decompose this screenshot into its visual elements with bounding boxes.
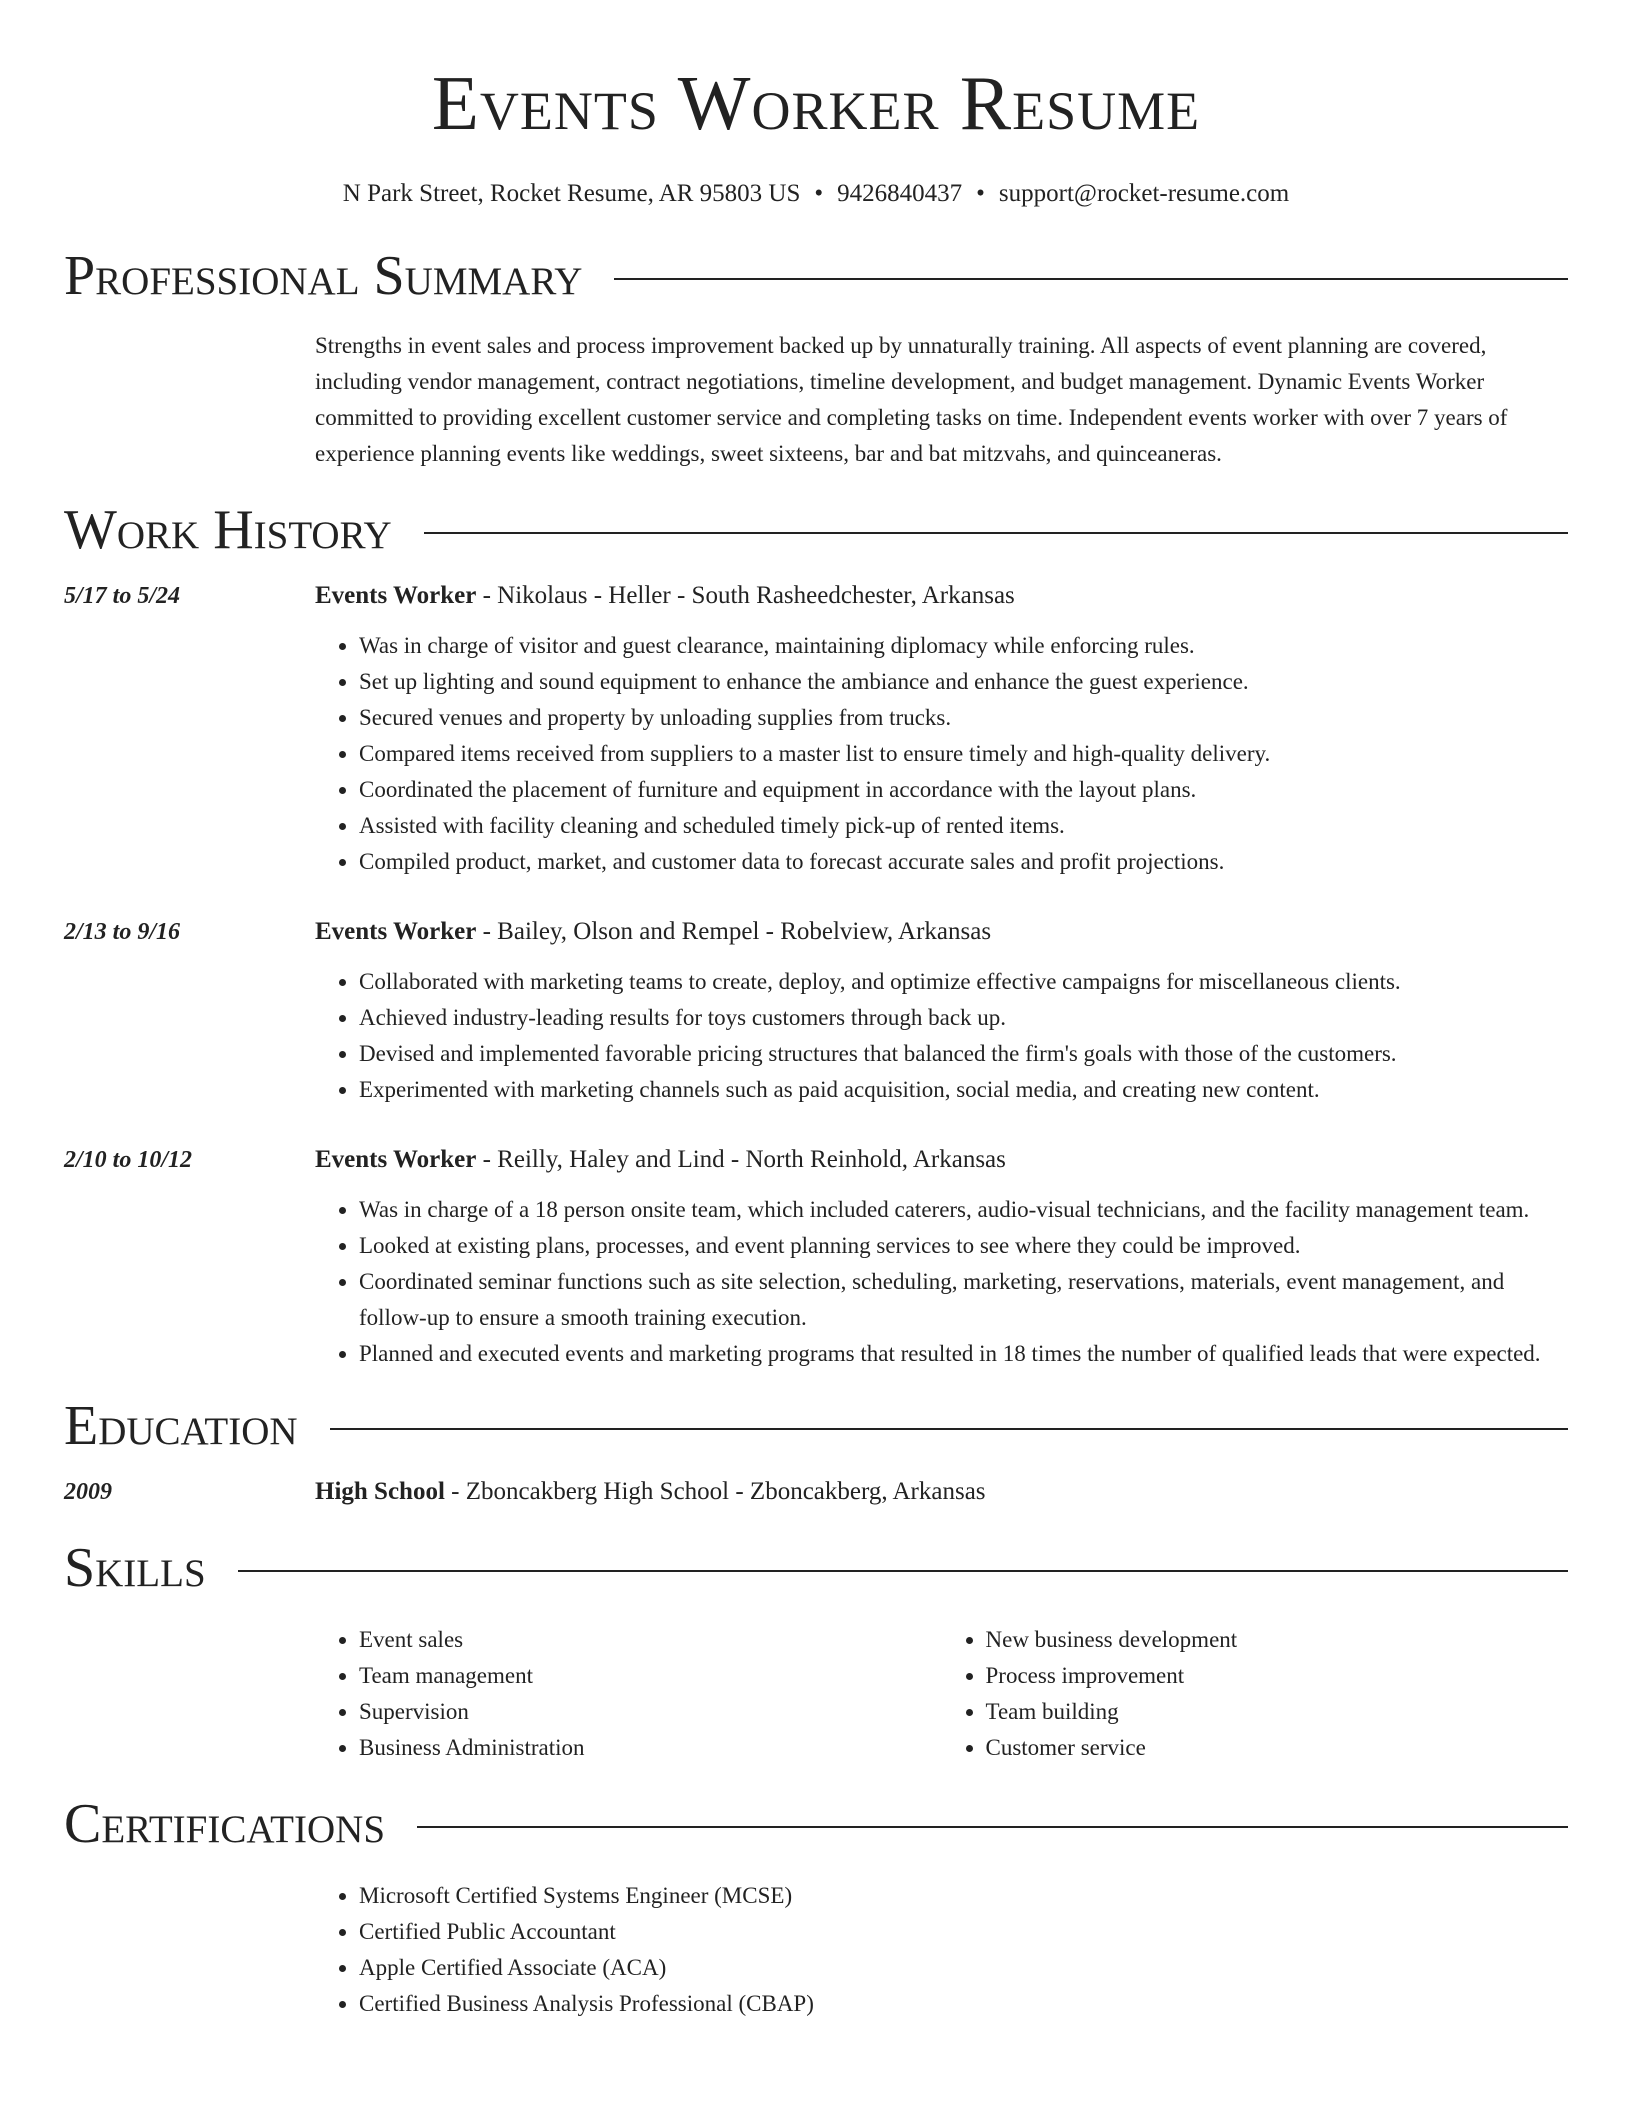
list-item: • Event sales: [359, 1622, 942, 1658]
skills-section: [64, 1536, 1568, 1766]
list-item: • Was in charge of visitor and guest clearance, maintaining diplomacy while enforcing rules.: [359, 628, 1568, 664]
section-header: [64, 1394, 1568, 1458]
job-bullets: [315, 628, 1568, 880]
job-body: [315, 1142, 1568, 1372]
education-heading-line: [315, 1474, 1568, 1510]
list-item: • New business development: [986, 1622, 1569, 1658]
section-header: [64, 1536, 1568, 1600]
list-item: • Devised and implemented favorable pricing structures that balanced the firm's goals with those of the customers.: [359, 1036, 1568, 1072]
contact-address: N Park Street, Rocket Resume, AR 95803 US: [342, 180, 801, 207]
contact-phone: 9426840437: [837, 180, 963, 207]
resume-title: Events Worker Resume: [431, 60, 1201, 146]
list-item: • Achieved industry-leading results for toys customers through back up.: [359, 1000, 1568, 1036]
education-entry: [64, 1474, 1568, 1510]
job-role: Events Worker: [315, 918, 477, 945]
job-details: - Nikolaus - Heller - South Rasheedchester, Arkansas: [476, 582, 1015, 609]
skills-list: [942, 1622, 1569, 1766]
skills-heading: Skills: [64, 1537, 206, 1599]
section-divider: [614, 278, 1568, 280]
job-heading: [315, 578, 1568, 614]
certifications-heading: Certifications: [64, 1793, 386, 1855]
skills-column-right: [942, 1622, 1569, 1766]
job-details: - Bailey, Olson and Rempel - Robelview, Arkansas: [476, 918, 992, 945]
job-entry: [64, 1142, 1568, 1372]
job-dates: 2/10 to 10/12: [64, 1147, 193, 1173]
skills-list: [315, 1622, 942, 1766]
job-role: Events Worker: [315, 1146, 477, 1173]
list-item: • Was in charge of a 18 person onsite team, which included caterers, audio-visual technicians, and the facility management team.: [359, 1192, 1568, 1228]
skills-grid: [315, 1622, 1568, 1766]
section-header: [64, 498, 1568, 562]
section-divider: [417, 1826, 1568, 1828]
list-item: • Team management: [359, 1658, 942, 1694]
list-item: • Apple Certified Associate (ACA): [359, 1950, 1568, 1986]
education-details: - Zboncakberg High School - Zboncakberg, Arkansas: [444, 1478, 986, 1505]
job-role: Events Worker: [315, 582, 477, 609]
work-history-section: [64, 498, 1568, 1372]
list-item: • Microsoft Certified Systems Engineer (MCSE): [359, 1878, 1568, 1914]
job-entry: [64, 578, 1568, 880]
summary-heading: Professional Summary: [64, 245, 583, 307]
list-item: • Supervision: [359, 1694, 942, 1730]
job-heading: [315, 914, 1568, 950]
list-item: • Experimented with marketing channels such as paid acquisition, social media, and creating new content.: [359, 1072, 1568, 1108]
section-header: [64, 1792, 1568, 1856]
list-item: • Secured venues and property by unloading supplies from trucks.: [359, 700, 1568, 736]
work-history-heading: Work History: [64, 499, 392, 561]
certifications-list-wrap: [315, 1878, 1568, 2022]
section-divider: [330, 1428, 1568, 1430]
education-section: [64, 1394, 1568, 1510]
job-dates: 5/17 to 5/24: [64, 583, 181, 609]
job-bullets: [315, 964, 1568, 1108]
job-body: [315, 578, 1568, 880]
contact-email: support@rocket-resume.com: [998, 180, 1290, 207]
list-item: • Process improvement: [986, 1658, 1569, 1694]
job-details: - Reilly, Haley and Lind - North Reinhold, Arkansas: [476, 1146, 1006, 1173]
education-body: [315, 1474, 1568, 1510]
list-item: • Compared items received from suppliers to a master list to ensure timely and high-quality delivery.: [359, 736, 1568, 772]
list-item: • Set up lighting and sound equipment to enhance the ambiance and enhance the guest experience.: [359, 664, 1568, 700]
list-item: • Team building: [986, 1694, 1569, 1730]
contact-separator: •: [814, 180, 824, 207]
list-item: • Looked at existing plans, processes, and event planning services to see where they could be improved.: [359, 1228, 1568, 1264]
education-heading: Education: [64, 1395, 298, 1457]
list-item: • Certified Public Accountant: [359, 1914, 1568, 1950]
list-item: • Planned and executed events and marketing programs that resulted in 18 times the number of qualified leads that were expected.: [359, 1336, 1568, 1372]
job-heading: [315, 1142, 1568, 1178]
section-divider: [238, 1570, 1568, 1572]
contact-separator: •: [976, 180, 985, 207]
list-item: • Coordinated the placement of furniture and equipment in accordance with the layout plans.: [359, 772, 1568, 808]
summary-section: [64, 244, 1568, 472]
certifications-list: [315, 1878, 1568, 2022]
summary-text: Strengths in event sales and process improvement backed up by unnaturally training. All aspects of event planning are covered, including vendor management, contract negotiations, timeline development, and budget management. Dynamic Events Worker committed to providing excellent customer service and completing tasks on time. Independent events worker with over 7 years of experience planning events like weddings, sweet sixteens, bar and bat mitzvahs, and quinceaneras.: [315, 333, 1508, 466]
list-item: • Collaborated with marketing teams to create, deploy, and optimize effective campaigns for miscellaneous clients.: [359, 964, 1568, 1000]
job-body: [315, 914, 1568, 1108]
education-degree: High School: [315, 1478, 445, 1505]
list-item: • Compiled product, market, and customer data to forecast accurate sales and profit projections.: [359, 844, 1568, 880]
job-bullets: [315, 1192, 1568, 1372]
skills-column-left: [315, 1622, 942, 1766]
list-item: • Business Administration: [359, 1730, 942, 1766]
certifications-section: [64, 1792, 1568, 2022]
list-item: • Certified Business Analysis Professional (CBAP): [359, 1986, 1568, 2022]
education-year: 2009: [64, 1479, 112, 1505]
job-entry: [64, 914, 1568, 1108]
job-dates: 2/13 to 9/16: [64, 919, 181, 945]
list-item: • Coordinated seminar functions such as site selection, scheduling, marketing, reservations, materials, event management, and follow-up to ensure a smooth training execution.: [359, 1264, 1568, 1336]
contact-line: [64, 178, 1568, 210]
list-item: • Customer service: [986, 1730, 1569, 1766]
section-divider: [424, 532, 1568, 534]
list-item: • Assisted with facility cleaning and scheduled timely pick-up of rented items.: [359, 808, 1568, 844]
section-header: [64, 244, 1568, 308]
